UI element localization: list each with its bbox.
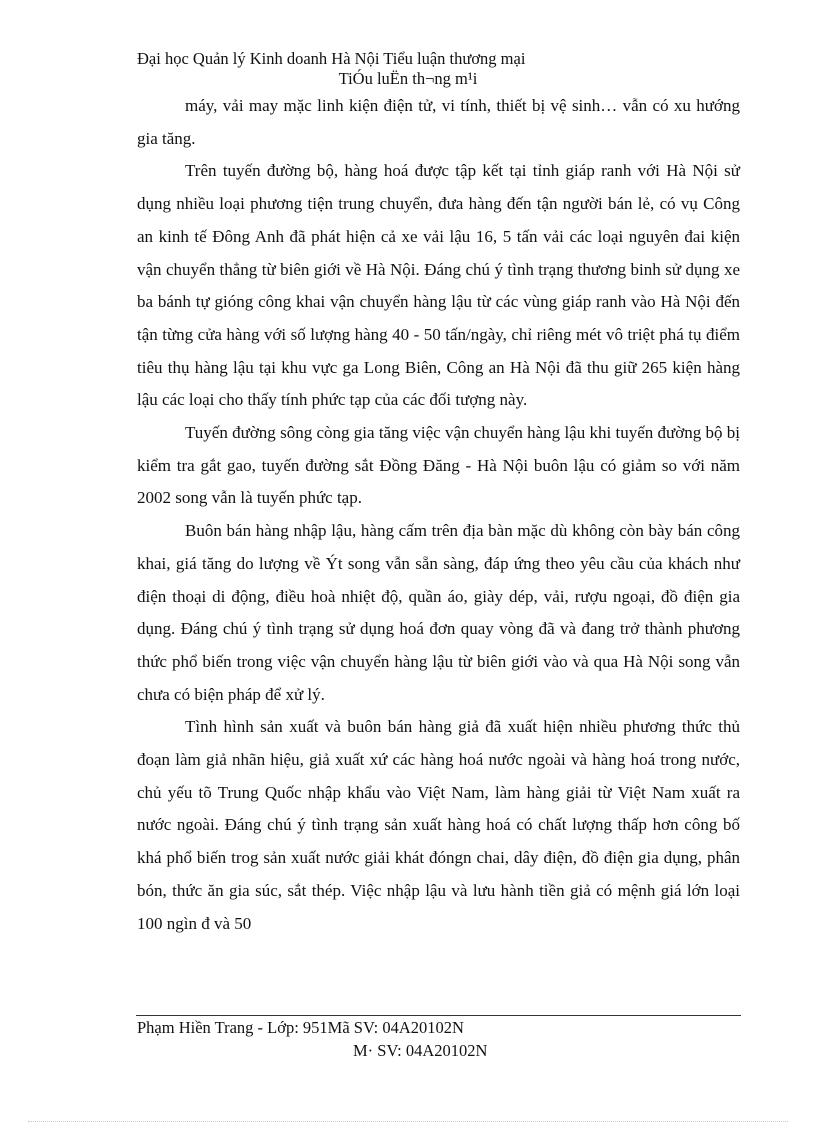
header-title: Đại học Quản lý Kinh doanh Hà Nội Tiểu luận thương mại <box>137 49 526 68</box>
footer-author: Phạm Hiền Trang - Lớp: 951Mã SV: 04A20102N <box>137 1018 464 1037</box>
paragraph-continuation: máy, vải may mặc linh kiện điện tử, vi tính, thiết bị vệ sinh… vẫn có xu hướng gia tăng. <box>137 96 740 148</box>
body-text <box>137 90 740 940</box>
paragraph: Trên tuyến đường bộ, hàng hoá được tập kết tại tỉnh giáp ranh với Hà Nội sử dụng nhiều loại phương tiện trung chuyển, đưa hàng đến tận người bán lẻ, có vụ Công an kinh tế Đông Anh đã phát hiện cả xe vải lậu 16, 5 tấn vải các loại nguyên đai kiện vận chuyển thẳng từ biên giới về Hà Nội. Đáng chú ý tình trạng thương binh sử dụng xe ba bánh tự gióng công khai vận chuyển hàng lậu từ các vùng giáp ranh vào Hà Nội đến tận từng cửa hàng với số lượng hàng 40 - 50 tấn/ngày, chỉ riêng mét vô triệt phá tụ điểm tiêu thụ hàng lậu tại khu vực ga Long Biên, Công an Hà Nội đã thu giữ 265 kiện hàng lậu các loại cho thấy tính phức tạp của các đối tượng này. <box>137 161 740 410</box>
paragraph: Tình hình sản xuất và buôn bán hàng giả đã xuất hiện nhiều phương thức thủ đoạn làm giả nhãn hiệu, giả xuất xứ các hàng hoá nước ngoài và hàng hoá trong nước, chủ yếu tõ Trung Quốc nhập khẩu vào Việt Nam, làm hàng giải từ Việt Nam xuất ra nước ngoài. Đáng chú ý tình trạng sản xuất hàng hoá có chất lượng thấp hơn công bố khá phổ biến trog sản xuất nước giải khát đóngn chai, dây điện, đồ điện gia dụng, phân bón, thức ăn gia súc, sắt thép. Việc nhập lậu và lưu hành tiền giả có mệnh giá lớn loại 100 ngìn đ và 50 <box>137 717 740 933</box>
paragraph: Tuyến đường sông còng gia tăng việc vận chuyển hàng lậu khi tuyến đường bộ bị kiểm tra gắt gao, tuyến đường sắt Đồng Đăng - Hà Nội buôn lậu có giảm so với năm 2002 song vẫn là tuyến phức tạp. <box>137 423 740 508</box>
footer-student-id: M· SV: 04A20102N <box>353 1041 488 1060</box>
footer-divider <box>136 1015 741 1016</box>
page-edge-dotted-line <box>28 1121 788 1122</box>
paragraph: Buôn bán hàng nhập lậu, hàng cấm trên địa bàn mặc dù không còn bày bán công khai, giá tăng do lượng về Ýt song vẫn sẵn sàng, đáp ứng theo yêu cầu của khách như điện thoại di động, điều hoà nhiệt độ, quần áo, giày dép, vải, rượu ngoại, đồ điện gia dụng. Đáng chú ý tình trạng sử dụng hoá đơn quay vòng đã và đang trở thành phương thức phổ biến trong việc vận chuyển hàng lậu từ biên giới vào và qua Hà Nội song vẫn chưa có biện pháp để xử lý. <box>137 521 740 704</box>
header-subtitle: TiÓu luËn th¬ng m¹i <box>338 69 478 88</box>
